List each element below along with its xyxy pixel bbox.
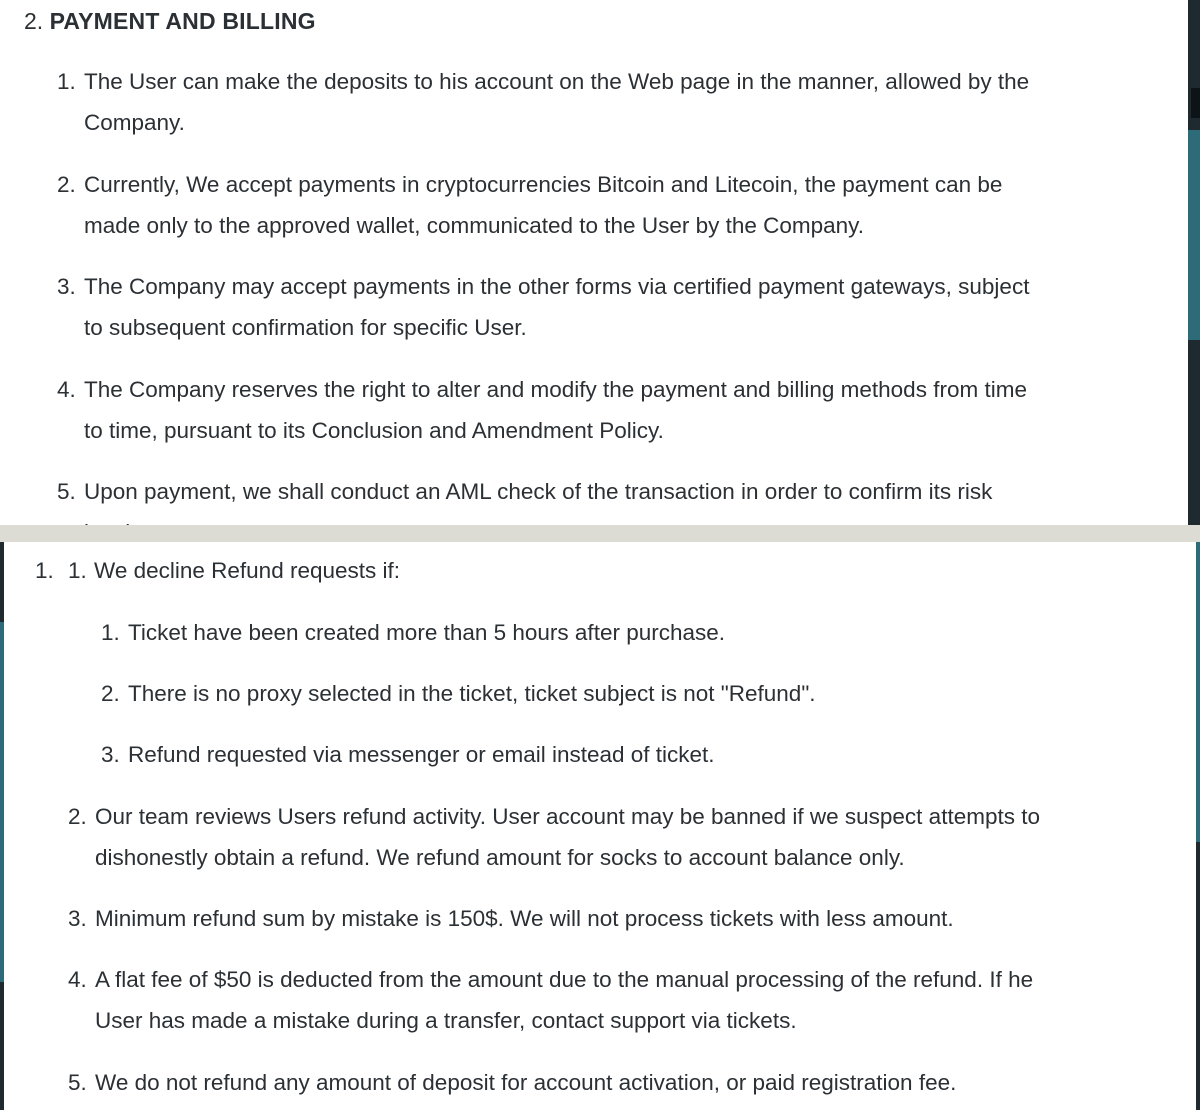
list-item-text: Our team reviews Users refund activity. User account may be banned if we suspect attempts to (95, 804, 1040, 829)
list-item-text: made only to the approved wallet, communicated to the User by the Company. (84, 213, 864, 238)
window-edge-left (0, 542, 4, 1110)
list-item-text: Refund requested via messenger or email instead of ticket. (128, 742, 715, 767)
list-item-text: Company. (84, 110, 185, 135)
list-item-text: Ticket have been created more than 5 hours after purchase. (128, 620, 726, 645)
list-item-text: The Company may accept payments in the other forms via certified payment gateways, subject (84, 274, 1030, 299)
list-marker: 4. (68, 967, 87, 992)
list-item-text: User has made a mistake during a transfer, contact support via tickets. (95, 1008, 797, 1033)
list-item-text: dishonestly obtain a refund. We refund amount for socks to account balance only. (95, 845, 905, 870)
list-marker: 5. (68, 1070, 87, 1095)
list-marker: 3. (101, 742, 120, 767)
section-title: PAYMENT AND BILLING (49, 8, 316, 34)
window-edge-right (1196, 542, 1200, 1110)
list-item-text: The User can make the deposits to his account on the Web page in the manner, allowed by the (84, 69, 1030, 94)
list-item-text: Upon payment, we shall conduct an AML check of the transaction in order to confirm its risk (84, 479, 993, 504)
section-number: 2. (24, 8, 44, 34)
list-item-text: to time, pursuant to its Conclusion and Amendment Policy. (84, 418, 664, 443)
list-item-text: A flat fee of $50 is deducted from the amount due to the manual processing of the refund. If he (95, 967, 1034, 992)
list-marker: 1. (101, 620, 120, 645)
list-marker: 3. (57, 274, 76, 299)
refund-panel (0, 542, 1200, 1110)
list-item-text: We do not refund any amount of deposit for account activation, or paid registration fee. (95, 1070, 957, 1095)
section-heading (24, 6, 316, 36)
list-marker: 5. (57, 479, 76, 504)
list-item-text: The Company reserves the right to alter and modify the payment and billing methods from time (84, 377, 1027, 402)
list-marker: 1. (57, 69, 76, 94)
list-item-text: Currently, We accept payments in cryptocurrencies Bitcoin and Litecoin, the payment can be (84, 172, 1003, 197)
list-marker: 3. (68, 906, 87, 931)
list-marker: 4. (57, 377, 76, 402)
list-item-text: Minimum refund sum by mistake is 150$. We will not process tickets with less amount. (95, 906, 954, 931)
panel-divider (0, 525, 1200, 542)
list-item-text: to subsequent confirmation for specific User. (84, 315, 527, 340)
list-item-text: We decline Refund requests if: (94, 558, 401, 583)
list-marker: 1. (68, 558, 87, 583)
list-marker: 1. (35, 558, 54, 583)
list-item-text: There is no proxy selected in the ticket, ticket subject is not "Refund". (128, 681, 816, 706)
list-marker: 2. (101, 681, 120, 706)
list-marker: 2. (68, 804, 87, 829)
window-edge (1188, 0, 1200, 525)
list-marker: 2. (57, 172, 76, 197)
payment-billing-panel (0, 0, 1188, 525)
